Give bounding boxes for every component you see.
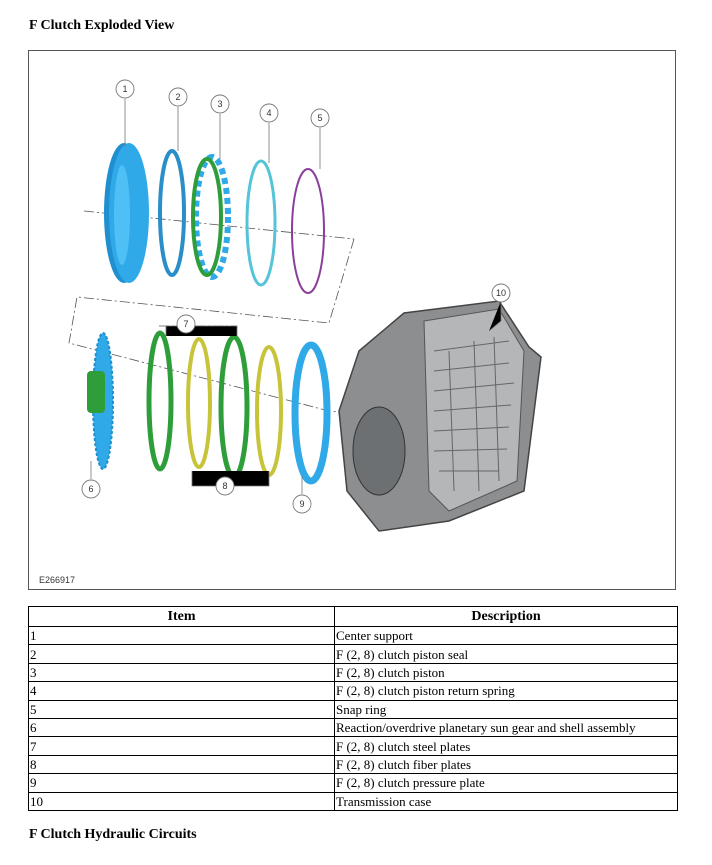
description-cell: F (2, 8) clutch pressure plate xyxy=(335,774,678,792)
description-cell: F (2, 8) clutch piston xyxy=(335,663,678,681)
transmission-case-part xyxy=(339,301,541,531)
table-row xyxy=(29,682,678,700)
description-column-header: Description xyxy=(335,607,678,627)
table-row xyxy=(29,645,678,663)
description-cell: Transmission case xyxy=(335,792,678,810)
exploded-view-illustration xyxy=(29,51,675,589)
item-cell: 5 xyxy=(29,700,335,718)
table-row xyxy=(29,627,678,645)
callout-label: 5 xyxy=(317,113,323,123)
table-row xyxy=(29,737,678,755)
table-row xyxy=(29,755,678,773)
callout-label: 7 xyxy=(183,319,189,329)
fiber-plate-part xyxy=(188,339,210,467)
callout-label: 4 xyxy=(266,108,272,118)
description-cell: Center support xyxy=(335,627,678,645)
callout-label: 10 xyxy=(495,288,507,298)
table-row xyxy=(29,792,678,810)
pressure-plate-part xyxy=(295,345,327,481)
callout-label: 9 xyxy=(299,499,305,509)
item-cell: 1 xyxy=(29,627,335,645)
callout-label: 8 xyxy=(222,481,228,491)
callout-label: 1 xyxy=(122,84,128,94)
exploded-view-figure xyxy=(28,50,676,590)
return-spring-part xyxy=(247,161,275,285)
table-header-row xyxy=(29,607,678,627)
description-cell: F (2, 8) clutch steel plates xyxy=(335,737,678,755)
callout-label: 3 xyxy=(217,99,223,109)
steel-plate-part xyxy=(221,337,247,477)
callout-label: 6 xyxy=(88,484,94,494)
item-cell: 3 xyxy=(29,663,335,681)
item-cell: 4 xyxy=(29,682,335,700)
table-row xyxy=(29,774,678,792)
description-cell: F (2, 8) clutch piston seal xyxy=(335,645,678,663)
table-row xyxy=(29,718,678,736)
callout-label: 2 xyxy=(175,92,181,102)
fiber-plate-part xyxy=(257,347,281,475)
steel-plate-part xyxy=(149,333,171,469)
figure-id: E266917 xyxy=(39,575,76,585)
item-description-table xyxy=(28,606,678,811)
description-cell: F (2, 8) clutch piston return spring xyxy=(335,682,678,700)
item-cell: 8 xyxy=(29,755,335,773)
table-row xyxy=(29,663,678,681)
item-cell: 10 xyxy=(29,792,335,810)
description-cell: Snap ring xyxy=(335,700,678,718)
section-heading-hydraulic-circuits: F Clutch Hydraulic Circuits xyxy=(29,827,197,842)
item-cell: 7 xyxy=(29,737,335,755)
description-cell: F (2, 8) clutch fiber plates xyxy=(335,755,678,773)
center-support-part xyxy=(104,143,149,283)
clutch-piston-part xyxy=(193,157,228,277)
sun-gear-assembly-part xyxy=(87,333,113,469)
table-row xyxy=(29,700,678,718)
section-heading-exploded-view: F Clutch Exploded View xyxy=(29,18,175,33)
item-cell: 6 xyxy=(29,718,335,736)
item-cell: 9 xyxy=(29,774,335,792)
snap-ring-part xyxy=(292,169,324,293)
item-cell: 2 xyxy=(29,645,335,663)
description-cell: Reaction/overdrive planetary sun gear and shell assembly xyxy=(335,718,678,736)
item-column-header: Item xyxy=(29,607,335,627)
piston-seal-part xyxy=(160,151,184,275)
